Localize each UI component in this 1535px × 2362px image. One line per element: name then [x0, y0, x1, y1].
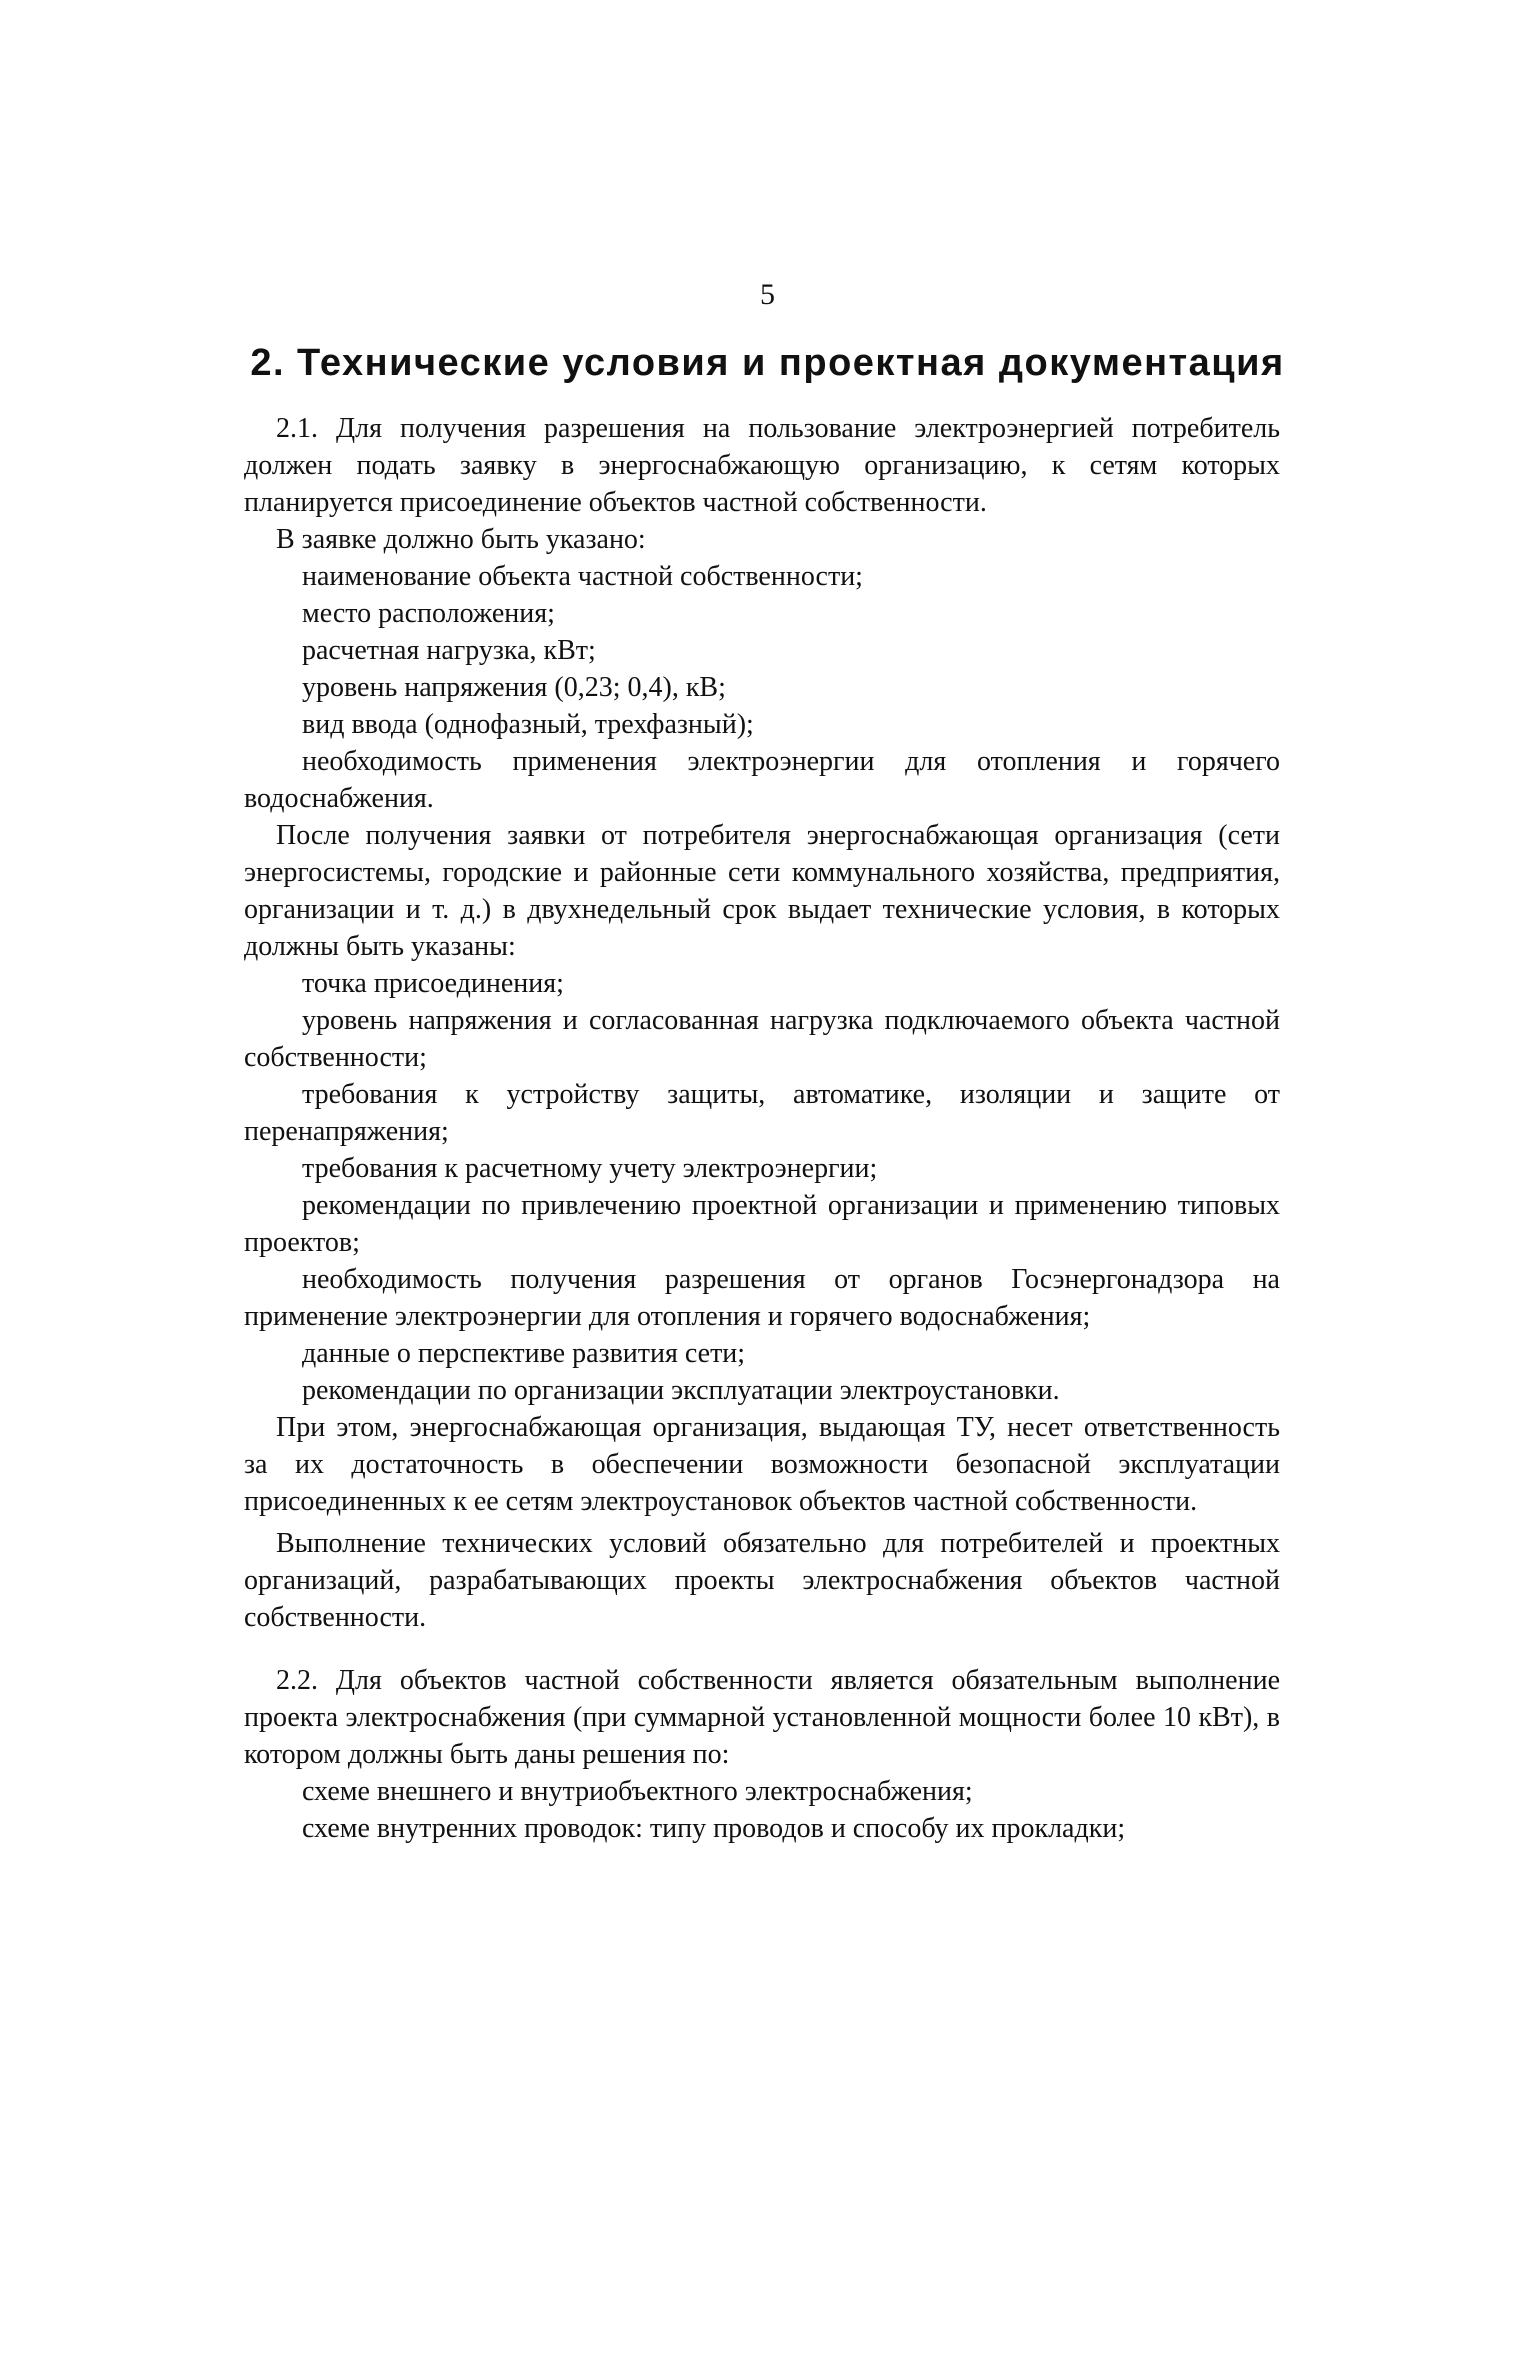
document-body	[244, 410, 1280, 1847]
obligation-paragraph: Выполнение технических условий обязательно для потребителей и проектных организаций, разрабатывающих проекты электроснабжения объектов частной собственности.	[244, 1528, 1280, 1633]
paragraph-2-2-intro: 2.2. Для объектов частной собственности является обязательным выполнение проекта электроснабжения (при суммарной установленной мощности более 10 кВт), в котором должны быть даны решения по:	[244, 1665, 1280, 1770]
condition-item: требования к расчетному учету электроэнергии;	[302, 1153, 878, 1184]
project-item: схеме внешнего и внутриобъектного электроснабжения;	[302, 1776, 973, 1807]
condition-item: требования к устройству защиты, автоматике, изоляции и защите от перенапряжения;	[244, 1079, 1280, 1147]
section-heading: 2. Технические условия и проектная документация	[250, 342, 1285, 384]
application-item: расчетная нагрузка, кВт;	[302, 635, 596, 666]
application-item: место расположения;	[302, 598, 555, 629]
application-lead: В заявке должно быть указано:	[276, 524, 646, 555]
condition-item: данные о перспективе развития сети;	[302, 1338, 746, 1369]
application-item: наименование объекта частной собственности;	[302, 561, 863, 592]
conditions-lead: После получения заявки от потребителя энергоснабжающая организация (сети энергосистемы, городские и районные сети коммунального хозяйства, предприятия, организации и т. д.) в двухнедельный срок выдает технические условия, в которых должны быть указаны:	[244, 820, 1280, 962]
condition-item: рекомендации по организации эксплуатации электроустановки.	[302, 1375, 1060, 1406]
condition-item: необходимость получения разрешения от органов Госэнергонадзора на применение электроэнергии для отопления и горячего водоснабжения;	[244, 1264, 1280, 1332]
condition-item: точка присоединения;	[302, 968, 564, 999]
application-item: вид ввода (однофазный, трехфазный);	[302, 709, 754, 740]
paragraph-2-1-intro: 2.1. Для получения разрешения на пользование электроэнергией потребитель должен подать заявку в энергоснабжающую организацию, к сетям которых планируется присоединение объектов частной собственности.	[244, 413, 1280, 518]
condition-item: уровень напряжения и согласованная нагрузка подключаемого объекта частной собственности;	[244, 1005, 1280, 1073]
page-number: 5	[760, 278, 775, 311]
project-item: схеме внутренних проводок: типу проводов и способу их прокладки;	[302, 1813, 1126, 1844]
condition-item: рекомендации по привлечению проектной организации и применению типовых проектов;	[244, 1190, 1280, 1258]
application-item: необходимость применения электроэнергии для отопления и горячего водоснабжения.	[244, 746, 1280, 814]
responsibility-paragraph: При этом, энергоснабжающая организация, выдающая ТУ, несет ответственность за их достаточность в обеспечении возможности безопасной эксплуатации присоединенных к ее сетям электроустановок объектов частной собственности.	[244, 1412, 1280, 1517]
application-item: уровень напряжения (0,23; 0,4), кВ;	[302, 672, 726, 703]
